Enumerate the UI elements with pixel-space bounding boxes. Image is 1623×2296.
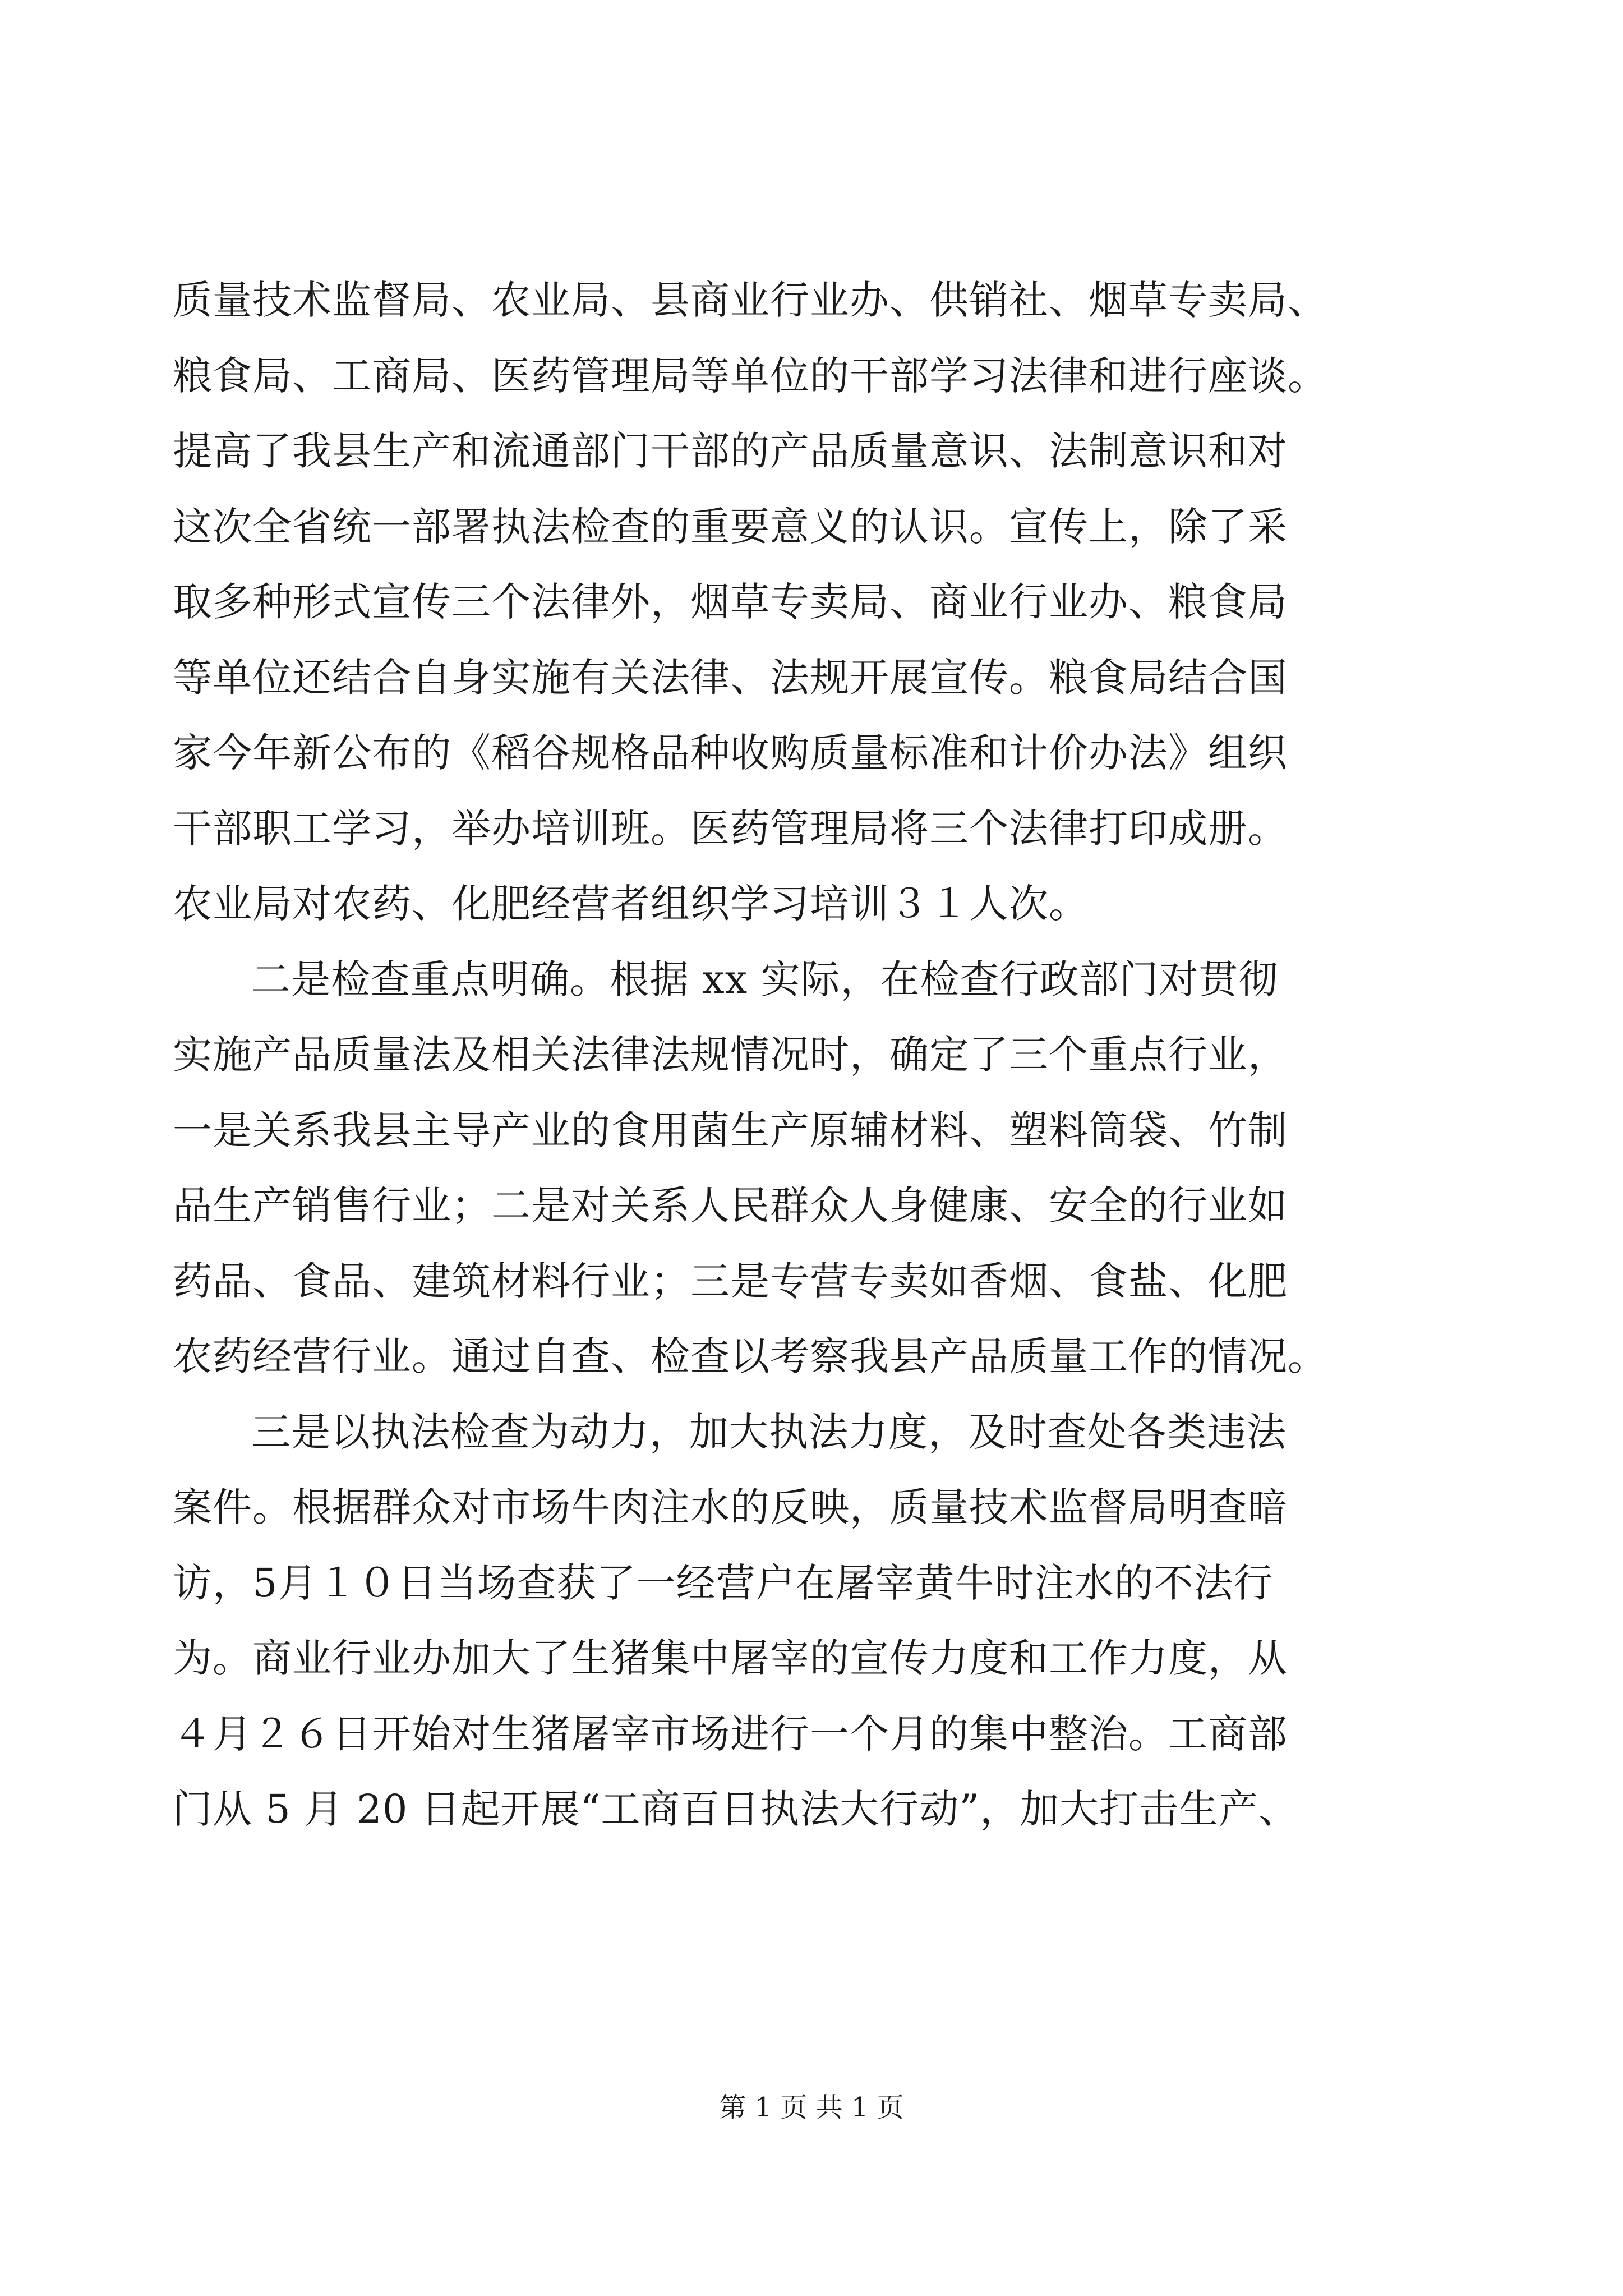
paragraph-line: 等单位还结合自身实施有关法律、法规开展宣传。粮食局结合国 [173, 654, 1288, 701]
paragraph-line: 门从 5 月 20 日起开展“工商百日执法大行动”，加大打击生产、 [173, 1786, 1299, 1832]
paragraph-line: 实施产品质量法及相关法律法规情况时，确定了三个重点行业， [173, 1032, 1288, 1078]
paragraph-line: 提高了我县生产和流通部门干部的产品质量意识、法制意识和对 [173, 428, 1288, 474]
paragraph-line: 粮食局、工商局、医药管理局等单位的干部学习法律和进行座谈。 [173, 352, 1327, 399]
paragraph-line: 农业局对农药、化肥经营者组织学习培训３１人次。 [173, 881, 1089, 927]
paragraph-line: 家今年新公布的《稻谷规格品种收购质量标准和计价办法》组织 [173, 730, 1288, 776]
paragraph-line: 案件。根据群众对市场牛肉注水的反映，质量技术监督局明查暗 [173, 1484, 1288, 1530]
document-body [173, 263, 1457, 1847]
paragraph-line: ４月２６日开始对生猪屠宰市场进行一个月的集中整治。工商部 [173, 1710, 1288, 1757]
paragraph-line: 这次全省统一部署执法检查的重要意义的认识。宣传上，除了采 [173, 503, 1288, 550]
paragraph-line: 为。商业行业办加大了生猪集中屠宰的宣传力度和工作力度，从 [173, 1635, 1288, 1681]
paragraph-line: 农药经营行业。通过自查、检查以考察我县产品质量工作的情况。 [173, 1333, 1327, 1379]
paragraph-line: 药品、食品、建筑材料行业；三是专营专卖如香烟、食盐、化肥 [173, 1258, 1288, 1304]
paragraph-line: 品生产销售行业；二是对关系人民群众人身健康、安全的行业如 [173, 1182, 1288, 1228]
paragraph-line: 质量技术监督局、农业局、县商业行业办、供销社、烟草专卖局、 [173, 277, 1327, 323]
paragraph-line: 一是关系我县主导产业的食用菌生产原辅材料、塑料筒袋、竹制 [173, 1107, 1288, 1153]
paragraph-first-line: 三是以执法检查为动力，加大执法力度，及时查处各类违法 [251, 1409, 1287, 1455]
paragraph-line: 干部职工学习，举办培训班。医药管理局将三个法律打印成册。 [173, 805, 1288, 852]
paragraph-first-line: 二是检查重点明确。根据 xx 实际，在检查行政部门对贯彻 [251, 956, 1279, 1002]
page-footer: 第 1 页 共 1 页 [719, 2092, 904, 2123]
paragraph-line: 访，5月１０日当场查获了一经营户在屠宰黄牛时注水的不法行 [173, 1559, 1274, 1606]
paragraph-line: 取多种形式宣传三个法律外，烟草专卖局、商业行业办、粮食局 [173, 579, 1288, 625]
